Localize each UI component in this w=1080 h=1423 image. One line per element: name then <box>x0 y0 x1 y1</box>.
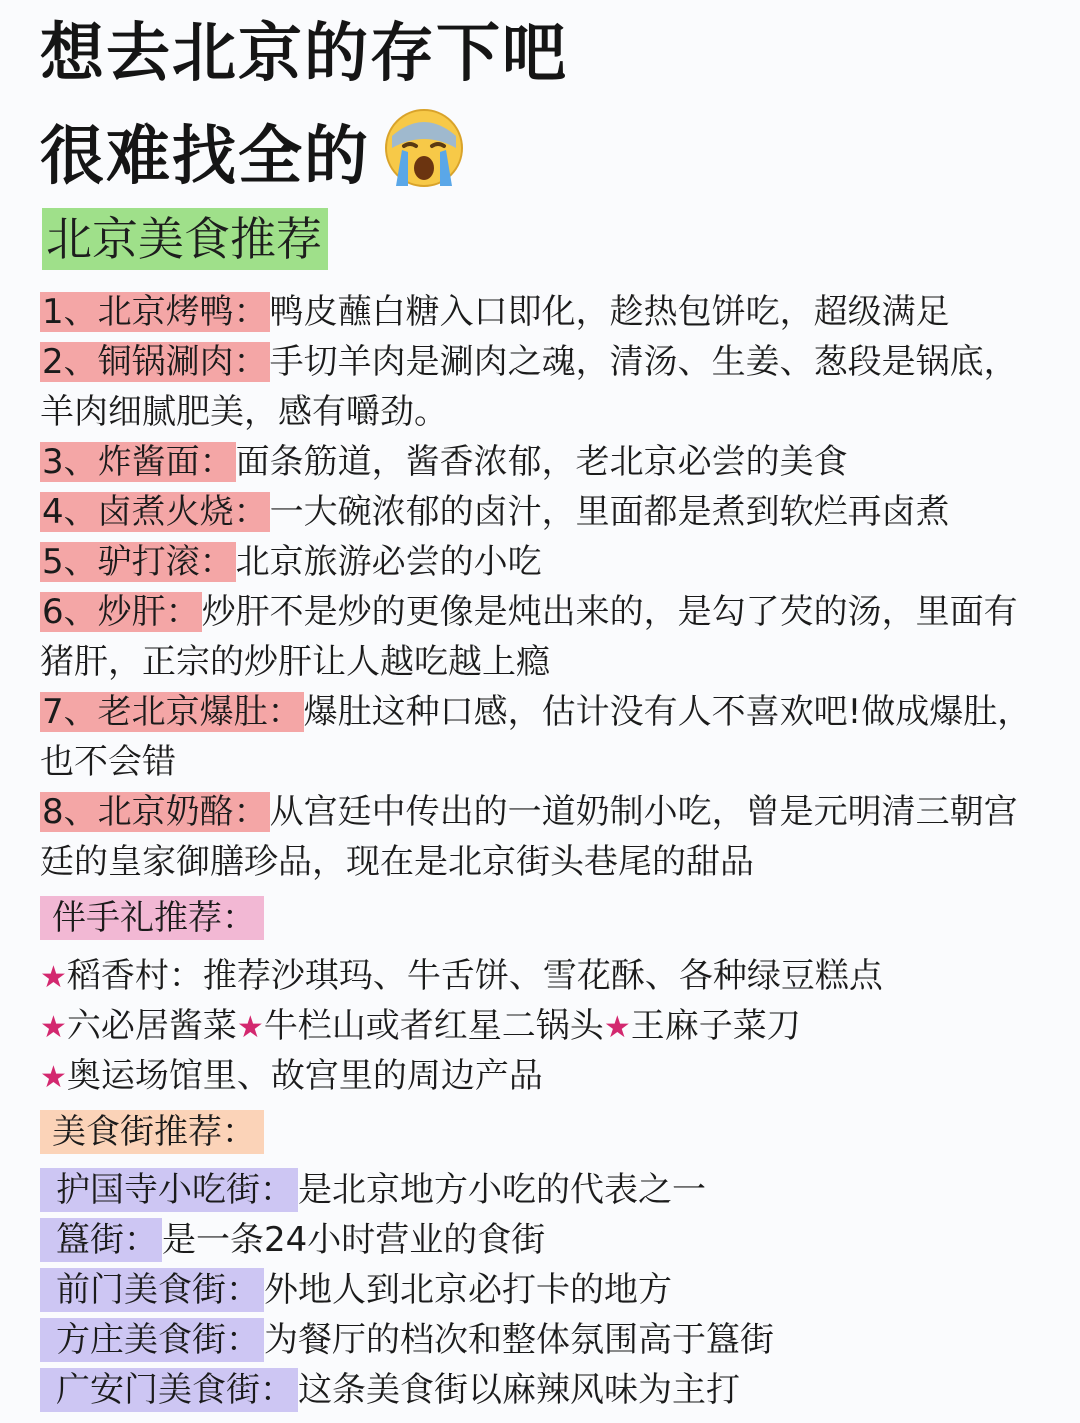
street-item-desc: 是一条24小时营业的食街 <box>162 1220 546 1260</box>
food-item-desc: 从宫廷中传出的一道奶制小吃，曾是元明清三朝宫 <box>269 792 1018 832</box>
street-section-heading-row <box>40 1110 1060 1154</box>
food-item-label: 3、炸酱面： <box>42 442 234 482</box>
street-item-desc: 为餐厅的档次和整体氛围高于簋街 <box>264 1320 774 1360</box>
street-item-desc: 这条美食街以麻辣风味为主打 <box>298 1370 740 1410</box>
gift-text: 牛栏山或者红星二锅头 <box>263 1006 604 1046</box>
food-item-label: 7、老北京爆肚： <box>42 692 302 732</box>
street-item-desc: 是北京地方小吃的代表之一 <box>298 1170 706 1210</box>
street-section-heading: 美食街推荐： <box>40 1110 264 1154</box>
food-section-heading: 北京美食推荐 <box>42 208 328 270</box>
title-line-1: 想去北京的存下吧 <box>40 17 568 91</box>
star-icon: ★ <box>236 1010 264 1045</box>
gift-line-3 <box>40 1054 1060 1100</box>
gift-text: 六必居酱菜 <box>66 1006 237 1046</box>
gift-text: 奥运场馆里、故宫里的周边产品 <box>66 1056 543 1096</box>
food-item-6 <box>40 590 1060 634</box>
food-item-1 <box>40 290 1060 334</box>
street-item-1 <box>40 1168 1060 1212</box>
food-item-desc: 爆肚这种口感，估计没有人不喜欢吧!做成爆肚， <box>303 692 1032 732</box>
street-item-3 <box>40 1268 1060 1312</box>
food-item-2-cont: 羊肉细腻肥美，感有嚼劲。 <box>40 392 448 432</box>
food-item-desc: 面条筋道，酱香浓郁，老北京必尝的美食 <box>235 442 848 482</box>
food-item-3 <box>40 440 1060 484</box>
food-item-2 <box>40 340 1060 384</box>
food-item-label: 4、卤煮火烧： <box>42 492 268 532</box>
food-item-label: 1、北京烤鸭： <box>42 292 268 332</box>
gift-text: 稻香村：推荐沙琪玛、牛舌饼、雪花酥、各种绿豆糕点 <box>66 956 883 996</box>
food-item-6-cont: 猪肝，正宗的炒肝让人越吃越上瘾 <box>40 642 550 682</box>
food-item-4 <box>40 490 1060 534</box>
street-item-label: 簋街： <box>40 1218 162 1262</box>
gift-section-heading: 伴手礼推荐： <box>40 896 264 940</box>
gift-section-heading-row <box>40 896 1060 940</box>
food-item-label: 5、驴打滚： <box>42 542 234 582</box>
street-item-5 <box>40 1368 1060 1412</box>
food-item-label: 8、北京奶酪： <box>42 792 268 832</box>
food-item-5 <box>40 540 1060 584</box>
food-item-desc: 一大碗浓郁的卤汁，里面都是煮到软烂再卤煮 <box>269 492 950 532</box>
title-line-2-text: 很难找全的 <box>40 120 370 194</box>
food-item-8 <box>40 790 1060 834</box>
street-item-label: 护国寺小吃街： <box>40 1168 298 1212</box>
food-item-label: 6、炒肝： <box>42 592 200 632</box>
food-item-7-cont: 也不会错 <box>40 742 176 782</box>
gift-text: 王麻子菜刀 <box>630 1006 801 1046</box>
food-item-label: 2、铜锅涮肉： <box>42 342 268 382</box>
street-item-label: 广安门美食街： <box>40 1368 298 1412</box>
street-item-label: 前门美食街： <box>40 1268 264 1312</box>
gift-line-1 <box>40 954 1060 1000</box>
crying-face-icon <box>382 106 466 190</box>
food-item-7 <box>40 690 1060 734</box>
street-item-4 <box>40 1318 1060 1362</box>
star-icon: ★ <box>40 960 67 995</box>
star-icon: ★ <box>40 1010 67 1045</box>
street-item-desc: 外地人到北京必打卡的地方 <box>264 1270 672 1310</box>
food-item-8-cont: 廷的皇家御膳珍品，现在是北京街头巷尾的甜品 <box>40 842 754 882</box>
food-item-desc: 炒肝不是炒的更像是炖出来的，是勾了芡的汤，里面有 <box>201 592 1018 632</box>
food-item-desc: 鸭皮蘸白糖入口即化，趁热包饼吃，超级满足 <box>269 292 950 332</box>
star-icon: ★ <box>603 1010 631 1045</box>
title-line-2 <box>40 106 466 197</box>
food-item-desc: 北京旅游必尝的小吃 <box>235 542 542 582</box>
street-item-label: 方庄美食街： <box>40 1318 264 1362</box>
star-icon: ★ <box>40 1060 67 1095</box>
food-item-desc: 手切羊肉是涮肉之魂，清汤、生姜、葱段是锅底， <box>269 342 1018 382</box>
street-item-2 <box>40 1218 1060 1262</box>
gift-line-2 <box>40 1004 1060 1050</box>
